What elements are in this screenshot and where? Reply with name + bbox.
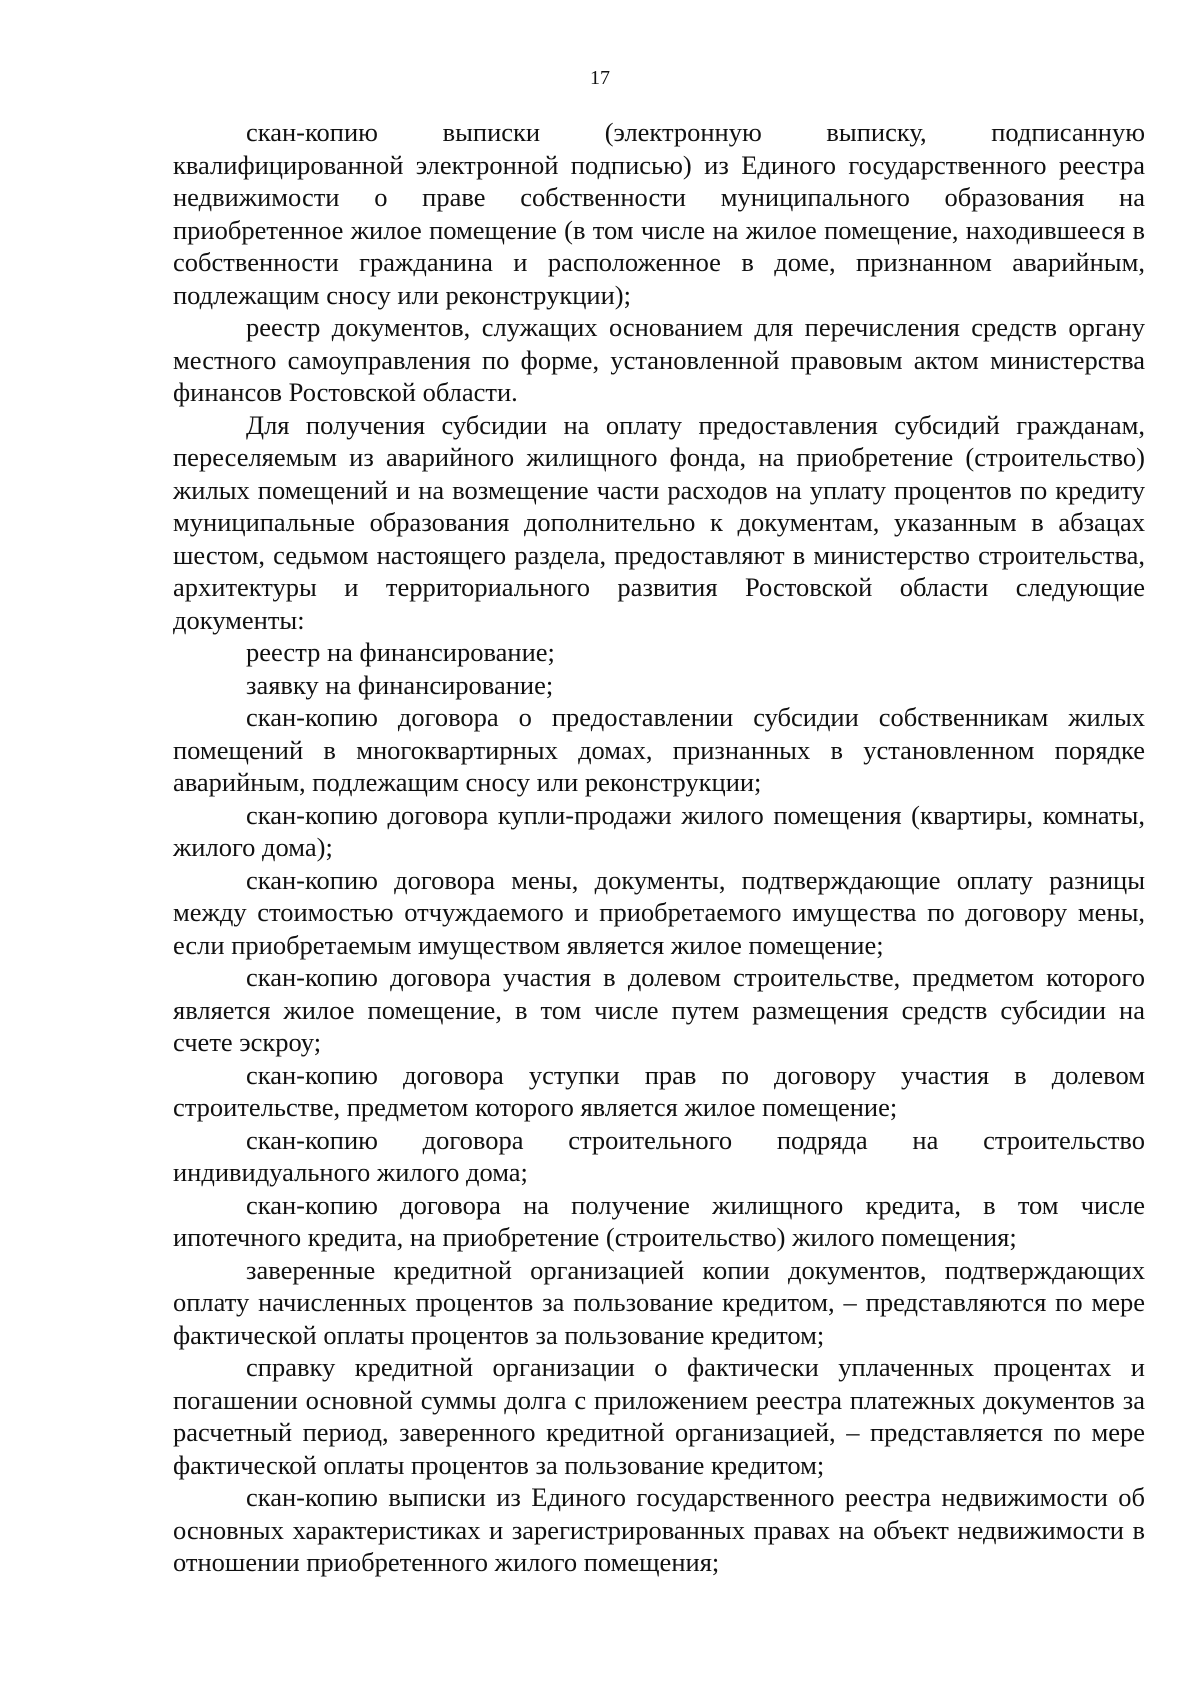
paragraph-exchange-agreement-copy: скан-копию договора мены, документы, подтверждающие оплату разницы между стоимостью отчуждаемого и приобретаемого имущества по договору мены, если приобретаемым имуществом является жилое помещение; (173, 864, 1145, 960)
paragraph-subsidy-requirements-intro: Для получения субсидии на оплату предоставления субсидий гражданам, переселяемым из аварийного жилищного фонда, на приобретение (строительство) жилых помещений и на возмещение части расходов на уплату процентов по кредиту муниципальные образования дополнительно к документам, указанным в абзацах шестом, седьмом настоящего раздела, предоставляют в министерство строительства, архитектуры и территориального развития Ростовской области следующие документы: (173, 409, 1145, 635)
paragraph-registry-of-documents: реестр документов, служащих основанием для перечисления средств органу местного самоуправления по форме, установленной правовым актом министерства финансов Ростовской области. (173, 312, 1145, 407)
paragraph-purchase-agreement-copy: скан-копию договора купли-продажи жилого помещения (квартиры, комнаты, жилого дома); (173, 799, 1145, 862)
paragraph-subsidy-agreement-copy: скан-копию договора о предоставлении субсидии собственникам жилых помещений в многоквартирных домах, признанных в установленном порядке аварийным, подлежащим сносу или реконструкции; (173, 702, 1145, 797)
paragraph-bank-certificate-interest: справку кредитной организации о фактически уплаченных процентах и погашении основной суммы долга с приложением реестра платежных документов за расчетный период, заверенного кредитной организацией, – представляется по мере фактической оплаты процентов за пользование кредитом; (173, 1352, 1145, 1480)
paragraph-scan-copy-extract-ownership: скан-копию выписки (электронную выписку, подписанную квалифицированной электронной подписью) из Единого государственного реестра недвижимости о праве собственности муниципального образования на приобретенное жилое помещение (в том числе на жилое помещение, находившееся в собственности гражданина и расположенное в доме, признанном аварийным, подлежащим сносу или реконструкции); (173, 117, 1145, 310)
paragraph-financing-registry: реестр на финансирование; (246, 637, 555, 667)
paragraph-housing-loan-agreement-copy: скан-копию договора на получение жилищного кредита, в том числе ипотечного кредита, на приобретение (строительство) жилого помещения; (173, 1189, 1145, 1252)
page-number: 17 (590, 67, 610, 89)
paragraph-certified-interest-payment-copies: заверенные кредитной организацией копии документов, подтверждающих оплату начисленных процентов за пользование кредитом, – представляются по мере фактической оплаты процентов за пользование кредитом; (173, 1254, 1145, 1350)
paragraph-financing-application: заявку на финансирование; (246, 669, 554, 700)
paragraph-construction-contract-copy: скан-копию договора строительного подряда на строительство индивидуального жилого дома; (173, 1124, 1145, 1187)
paragraph-shared-construction-agreement-copy: скан-копию договора участия в долевом строительстве, предметом которого является жилое помещение, в том числе путем размещения средств субсидии на счете эскроу; (173, 962, 1145, 1057)
document-body (173, 116, 1145, 1579)
paragraph-assignment-agreement-copy: скан-копию договора уступки прав по договору участия в долевом строительстве, предметом которого является жилое помещение; (173, 1059, 1145, 1122)
paragraph-scan-copy-extract-characteristics: скан-копию выписки из Единого государственного реестра недвижимости об основных характеристиках и зарегистрированных правах на объект недвижимости в отношении приобретенного жилого помещения; (173, 1482, 1145, 1577)
